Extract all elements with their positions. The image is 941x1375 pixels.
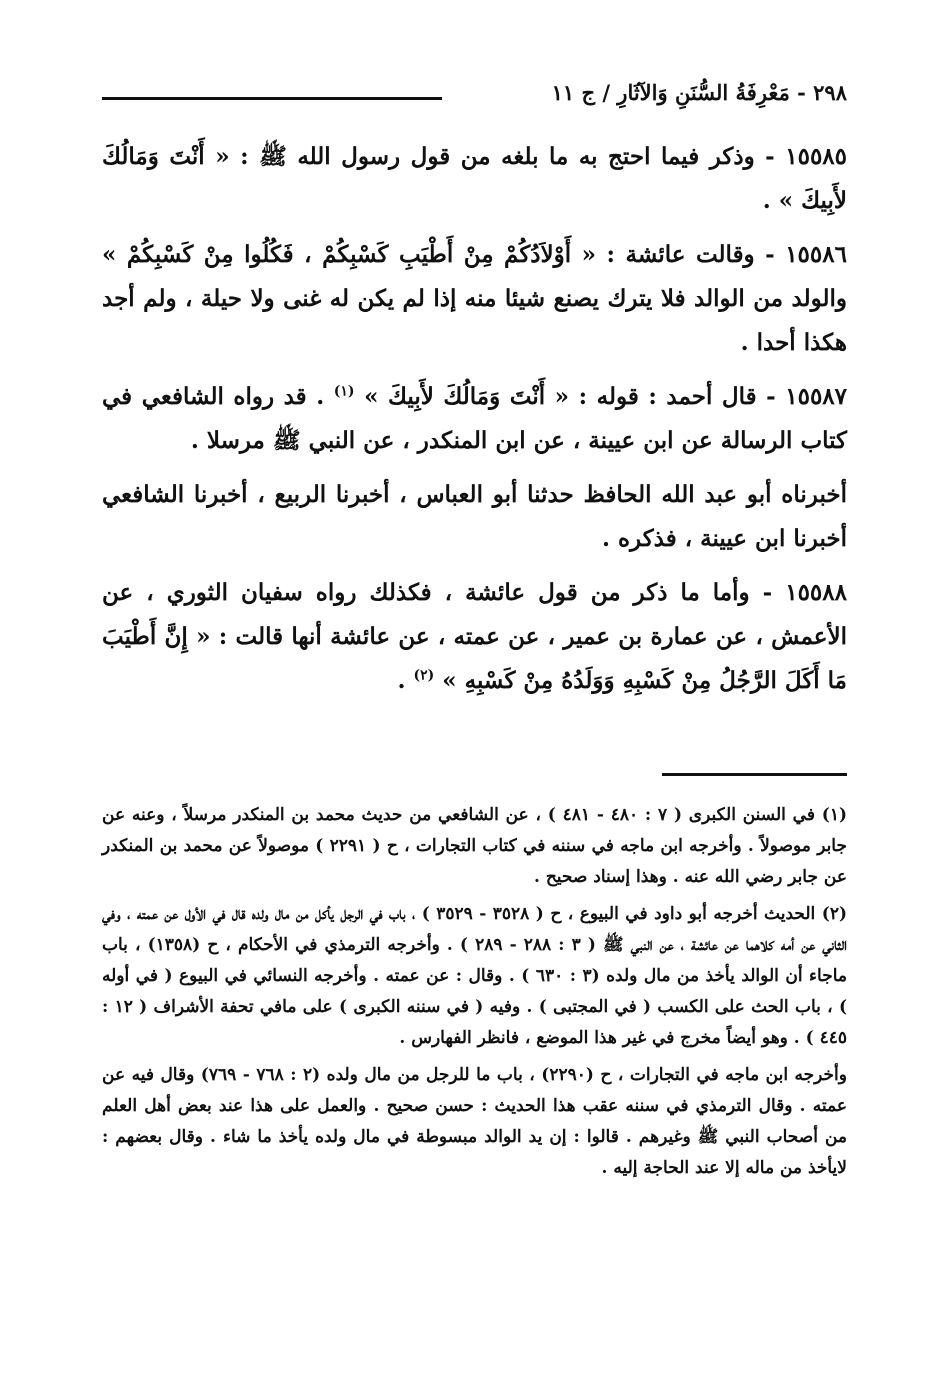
- paragraph-15585: [102, 135, 847, 223]
- paragraph-15588: [102, 571, 847, 703]
- hadith-number: ١٥٥٨٥: [785, 143, 848, 170]
- header-rule: [102, 97, 442, 100]
- paragraph-15586: [102, 233, 847, 365]
- paragraph-text-end: .: [762, 187, 779, 214]
- hadith-number: ١٥٥٨٧: [785, 383, 848, 410]
- paragraph-text: - قال أحمد : قوله :: [569, 383, 786, 410]
- main-text: [102, 135, 847, 713]
- footnote-2: (٢) الحديث أخرجه أبو داود في البيوع ، ح ( ٣٥٢٨ - ٣٥٢٩ ) ، باب في الرجل يأكل من مال ولده قال في الأول عن عمته ، وفي الثاني عن أمه كلاهما عن عائشة ، عن النبي ﷺ ( ٣ : ٢٨٨ - ٢٨٩ ) . وأخرجه الترمذي في الأحكام ، ح (١٣٥٨) ، باب ماجاء أن الوالد يأخذ من مال ولده (٣ : ٦٣٠ ) . وقال : عن عمته . وأخرجه النسائي في البيوع ( في أوله ) ، باب الحث على الكسب ( في المجتبى ) . وفيه ( في سننه الكبرى ) على مافي تحفة الأشراف ( ١٢ : ٤٤٥ ) . وهو أيضاً مخرج في غير هذا الموضع ، فانظر الفهارس .: [102, 904, 847, 1048]
- hadith-quote: « أَنْتَ وَمَالُكَ لأَبِيكَ »: [364, 383, 570, 410]
- paragraph-text-end: .: [397, 667, 414, 694]
- paragraph-isnad: [102, 473, 847, 561]
- hadith-number: ١٥٥٨٦: [785, 241, 847, 268]
- hadith-number: ١٥٥٨٨: [785, 579, 847, 606]
- paragraph-text: أخبرناه أبو عبد الله الحافظ حدثنا أبو العباس ، أخبرنا الربيع ، أخبرنا الشافعي أخبرنا ابن عيينة ، فذكره .: [102, 481, 847, 552]
- paragraph-text: - وأما ما ذكر من قول عائشة ، فكذلك رواه سفيان الثوري ، عن الأعمش ، عن عمارة بن عمير ، عن عمته ، عن عائشة أنها قالت :: [102, 579, 847, 650]
- hadith-quote: « أَنْتَ وَمَالُكَ لأَبِيكَ »: [102, 143, 847, 214]
- footnotes: [102, 800, 847, 1190]
- hadith-quote: « إِنَّ أَطْيَبَ مَا أَكَلَ الرَّجُلُ مِنْ كَسْبِهِ وَوَلَدُهُ مِنْ كَسْبِهِ »: [102, 623, 847, 694]
- paragraph-text: - وذكر فيما احتج به ما بلغه من قول رسول الله ﷺ :: [229, 143, 786, 170]
- paragraph-text-end: . قد رواه الشافعي في كتاب الرسالة عن ابن عيينة ، عن ابن المنكدر ، عن النبي ﷺ مرسلا .: [102, 383, 847, 454]
- paragraph-text-end: والولد من الوالد فلا يترك يصنع شيئا منه إذا لم يكن له غنى ولا حيلة ، ولم أجد هكذا أحدا .: [102, 285, 847, 356]
- footnote-1: (١) في السنن الكبرى ( ٧ : ٤٨٠ - ٤٨١ ) ، عن الشافعي من حديث محمد بن المنكدر مرسلاً ، وعنه عن جابر موصولاً . وأخرجه ابن ماجه في سننه في كتاب التجارات ، ح ( ٢٢٩١ ) موصولاً عن محمد بن المنكدر عن جابر رضي الله عنه . وهذا إسناد صحيح .: [102, 805, 847, 887]
- footnote-ref-2[interactable]: (٢): [413, 667, 435, 684]
- paragraph-text: - وقالت عائشة :: [596, 241, 786, 268]
- page-header: [102, 78, 847, 118]
- footnote-separator: [662, 773, 847, 776]
- hadith-quote: « أَوْلاَدُكُمْ مِنْ أَطْيَبِ كَسْبِكُمْ ، فَكُلُوا مِنْ كَسْبِكُمْ »: [102, 241, 597, 268]
- paragraph-15587: [102, 375, 847, 463]
- running-title: ٢٩٨ - مَعْرِفَةُ السُّنَنِ وَالآثَارِ / ج ١١: [551, 80, 847, 105]
- footnote-ref-1[interactable]: (١): [333, 383, 355, 400]
- footnote-2-continued: وأخرجه ابن ماجه في التجارات ، ح (٢٢٩٠) ، باب ما للرجل من مال ولده (٢ : ٧٦٨ - ٧٦٩) وقال فيه عن عمته . وقال الترمذي في سننه عقب هذا الحديث : حسن صحيح . والعمل على هذا عند بعض أهل العلم من أصحاب النبي ﷺ وغيرهم . قالوا : إن يد الوالد مبسوطة في مال ولده يأخذ ما شاء . وقال بعضهم : لايأخذ من ماله إلا عند الحاجة إليه .: [102, 1065, 847, 1178]
